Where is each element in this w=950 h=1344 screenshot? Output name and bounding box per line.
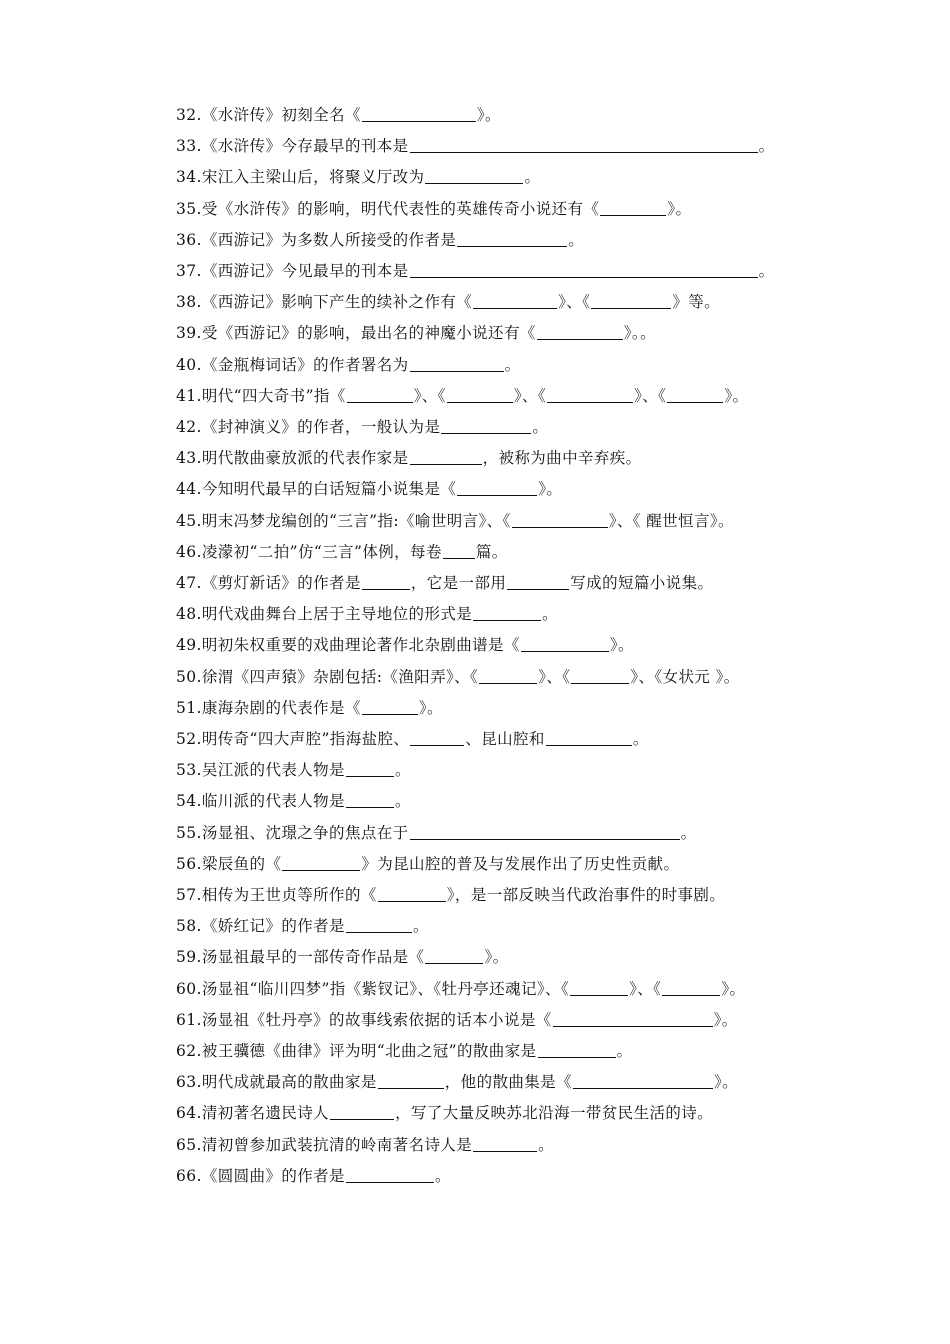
answer-blank[interactable] [362,571,410,590]
question-text-continued: 。 [412,917,429,936]
question-text: 47.《剪灯新话》的作者是 [176,574,361,592]
question-text: 63.明代成就最高的散曲家是 [176,1073,377,1092]
answer-blank[interactable] [512,509,608,528]
question-text-continued: 。 [758,137,775,156]
question-text: 40.《金瓶梅词话》的作者署名为 [176,355,409,374]
question-item [176,568,713,598]
answer-blank[interactable] [410,259,758,278]
answer-blank[interactable] [362,103,476,122]
answer-blank[interactable] [410,821,680,840]
question-item [176,350,520,380]
question-item [176,1067,738,1097]
question-item [176,506,734,536]
question-item [176,474,562,504]
answer-blank[interactable] [425,165,523,184]
question-text: 41.明代“四大奇书”指《 [176,386,346,405]
answer-blank[interactable] [547,384,633,403]
question-item [176,818,696,848]
question-item [176,1005,738,1035]
answer-blank[interactable] [410,134,758,153]
question-text: 57.相传为王世贞等所作的《 [176,886,377,904]
question-text: 49.明初朱权重要的戏曲理论著作北杂剧曲谱是《 [176,636,520,655]
answer-blank[interactable] [410,353,504,372]
question-text-continued: 。 [394,761,411,780]
question-text: 62.被王骥德《曲律》评为明“北曲之冠”的散曲家是 [176,1042,537,1060]
answer-blank[interactable] [425,945,483,964]
question-text-continued: 。 [394,792,411,811]
question-text: 38.《西游记》影响下产生的续补之作有《 [176,293,473,312]
question-text-continued: 》等。 [672,293,721,312]
question-text: 50.徐渭《四声猿》杂剧包括:《渔阳弄》、《 [176,667,479,686]
question-text: 36.《西游记》为多数人所接受的作者是 [176,230,457,249]
question-text: 61.汤显祖《牡丹亭》的故事线索依据的话本小说是《 [176,1010,552,1029]
answer-blank[interactable] [570,977,628,996]
question-text-continued: 。 [524,168,541,187]
answer-blank[interactable] [346,914,412,933]
question-text: 39.受《西游记》的影响，最出名的神魔小说还有《 [176,324,536,343]
question-text: 44.今知明代最早的白话短篇小说集是《 [176,480,457,499]
question-item [176,630,634,660]
question-text: 48.明代戏曲舞台上居于主导地位的形式是 [176,605,473,624]
question-item [176,693,443,723]
question-text: 33.《水浒传》今存最早的刊本是 [176,137,409,156]
answer-blank[interactable] [591,290,671,309]
question-text-continued: 》。 [721,979,746,998]
question-item [176,599,558,629]
question-text-continued: 》、《 [634,386,667,405]
answer-blank[interactable] [662,977,720,996]
answer-blank[interactable] [447,384,513,403]
question-text: 65.清初曾参加武装抗清的岭南著名诗人是 [176,1135,473,1154]
question-text: 35.受《水浒传》的影响，明代代表性的英雄传奇小说还有《 [176,199,600,218]
question-text: 34.宋江入主梁山后，将聚义厅改为 [176,168,425,187]
question-text-continued: 》、《 醒世恒言》。 [608,511,734,530]
question-item [176,662,740,692]
question-text-continued: 。 [542,605,559,624]
question-text: 46.凌濛初“二拍”仿“三言”体例，每卷 [176,542,442,561]
answer-blank[interactable] [346,1164,434,1183]
question-text-continued: ，被称为曲中辛弃疾。 [482,449,642,468]
answer-blank[interactable] [347,384,413,403]
question-text-continued: 》为昆山腔的普及与发展作出了历史性贡献。 [361,854,680,873]
answer-blank[interactable] [573,1070,713,1089]
question-item [176,849,679,879]
question-text-continued: 》。 [418,698,443,717]
question-item [176,256,774,286]
question-text-continued: 》，是一部反映当代政治事件的时事剧。 [446,886,726,904]
question-text-continued: 篇。 [475,542,508,561]
question-text-continued: 》。 [713,1010,738,1029]
question-item [176,162,540,192]
question-item [176,100,501,130]
answer-blank[interactable] [457,477,537,496]
answer-blank[interactable] [443,540,475,559]
question-item [176,443,642,473]
answer-blank[interactable] [346,758,394,777]
question-text-continued: 。 [680,823,697,842]
question-text-continued: 。 [538,1135,555,1154]
question-item [176,412,548,442]
question-item [176,1161,451,1191]
question-text: 42.《封神演义》的作者，一般认为是 [176,418,441,436]
answer-blank[interactable] [378,1070,444,1089]
answer-blank[interactable] [330,1101,394,1120]
question-text: 54.临川派的代表人物是 [176,792,345,811]
question-item [176,724,649,754]
answer-blank[interactable] [457,228,567,247]
question-item [176,194,691,224]
question-text: 43.明代散曲豪放派的代表作家是 [176,449,409,468]
answer-blank[interactable] [362,696,418,715]
answer-blank[interactable] [571,665,629,684]
question-text-continued: 》、《 [513,386,547,405]
question-text-continued: 》。 [484,948,509,967]
question-text: 51.康海杂剧的代表作是《 [176,698,361,717]
question-text-continued: 。 [632,730,649,748]
question-item [176,131,774,161]
question-text-continued: 。 [568,230,585,249]
question-text-continued: 。 [434,1166,451,1185]
question-text: 59.汤显祖最早的一部传奇作品是《 [176,948,425,967]
question-item [176,225,584,255]
answer-blank[interactable] [473,602,541,621]
question-text-continued: ，写了大量反映苏北沿海一带贫民生活的诗。 [395,1104,714,1123]
question-text-continued: 》。。 [623,324,656,343]
question-text-continued: 。 [532,418,549,436]
question-item [176,786,411,816]
answer-blank[interactable] [507,571,569,590]
question-text-continued: 》。 [609,636,634,655]
question-item [176,287,720,317]
question-text-continued: 》。 [724,386,749,405]
question-text-continued: 。 [504,355,521,374]
question-item [176,755,411,785]
question-text-continued: 。 [758,262,775,280]
question-text-continued: ，它是一部用 [410,574,507,592]
question-item [176,1130,554,1160]
answer-blank[interactable] [538,1039,616,1058]
answer-blank[interactable] [537,321,623,340]
answer-blank[interactable] [521,633,609,652]
question-text-continued: 》、《 [413,386,446,405]
question-item [176,880,725,910]
question-item [176,318,656,348]
question-text-continued: 》、《女状元 》。 [630,667,740,686]
question-text: 66.《圆圆曲》的作者是 [176,1166,345,1185]
question-text-continued: 》。 [667,199,692,218]
question-text-continued: 》。 [713,1073,739,1092]
question-item [176,911,429,941]
question-text-continued: 》。 [538,480,563,499]
question-text-continued: 》、《 [558,293,591,312]
question-text-continued: 》、《 [629,979,662,998]
question-text-continued: 、昆山腔和 [465,730,545,748]
answer-blank[interactable] [473,1133,537,1152]
question-item [176,974,745,1004]
question-text-continued: 》。 [476,106,501,124]
answer-blank[interactable] [553,1008,713,1027]
answer-blank[interactable] [410,446,482,465]
question-text-continued: 。 [616,1042,633,1060]
answer-blank[interactable] [546,727,632,746]
question-text-continued: ，他的散曲集是《 [444,1073,572,1092]
question-text: 56.梁辰鱼的《 [176,854,282,873]
answer-blank[interactable] [378,883,446,902]
question-item [176,537,508,567]
question-text-continued: 写成的短篇小说集。 [570,574,714,592]
question-text: 60.汤显祖“临川四梦”指《紫钗记》、《牡丹亭还魂记》、《 [176,979,570,998]
question-item [176,942,509,972]
question-text: 53.吴江派的代表人物是 [176,761,345,780]
answer-blank[interactable] [479,665,537,684]
question-text: 55.汤显祖、沈璟之争的焦点在于 [176,823,409,842]
question-item [176,1036,632,1066]
answer-blank[interactable] [473,290,557,309]
question-text: 45.明末冯梦龙编创的“三言”指:《喻世明言》、《 [176,511,511,530]
question-text: 37.《西游记》今见最早的刊本是 [176,262,409,280]
question-item [176,381,748,411]
question-text: 52.明传奇“四大声腔”指海盐腔、 [176,730,410,748]
question-item [176,1098,713,1128]
question-text: 58.《娇红记》的作者是 [176,917,345,936]
answer-blank[interactable] [667,384,723,403]
answer-blank[interactable] [441,415,531,434]
answer-blank[interactable] [346,789,394,808]
answer-blank[interactable] [600,197,666,216]
question-text: 32.《水浒传》初刻全名《 [176,106,361,124]
question-text: 64.清初著名遗民诗人 [176,1104,330,1123]
answer-blank[interactable] [410,727,464,746]
answer-blank[interactable] [282,852,360,871]
question-text-continued: 》、《 [538,667,571,686]
